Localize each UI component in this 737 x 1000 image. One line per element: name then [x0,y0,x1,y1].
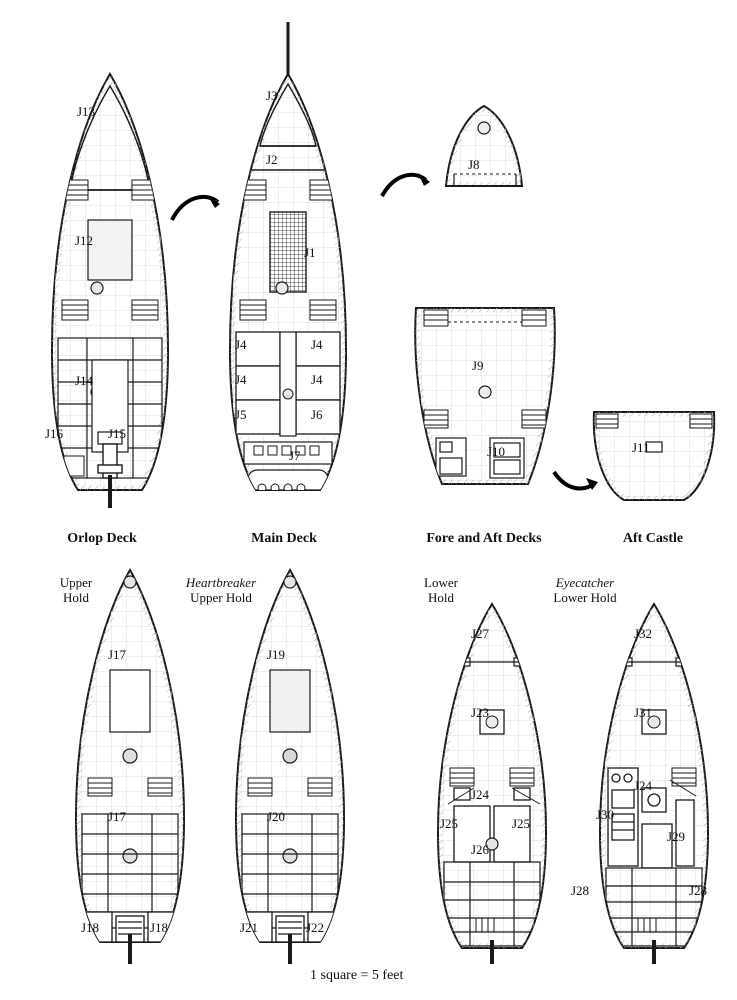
room-label-j4: J4 [235,372,247,387]
side-label-line2: Upper Hold [190,590,252,605]
room-label-j25: J25 [512,816,531,831]
side-label-heartbreaker [186,575,256,605]
side-label-lower-hold [424,575,458,605]
room-label-j7: J7 [289,448,301,463]
cap-main: Main Deck [251,531,317,546]
room-label-j30: J30 [596,807,615,822]
cap-fore-aft: Fore and Aft Decks [426,531,542,546]
room-label-j4: J4 [235,337,247,352]
scale-note: 1 square = 5 feet [310,968,404,983]
room-label-j15: J15 [108,426,127,441]
room-label-j27: J27 [471,626,490,641]
arrow-orlop-to-main [168,190,224,226]
room-label-j2: J2 [266,152,278,167]
room-label-j12: J12 [75,233,94,248]
side-label-line2: Hold [63,590,89,605]
room-label-j29: J29 [667,829,686,844]
room-label-j28: J28 [689,883,708,898]
room-label-j4: J4 [311,337,323,352]
room-label-j19: J19 [267,647,286,662]
cap-orlop: Orlop Deck [67,531,137,546]
room-label-j21: J21 [240,920,259,935]
ship-upper-hold [66,566,194,966]
cap-aft-castle: Aft Castle [622,531,684,546]
room-label-j1: J1 [304,245,316,260]
room-label-j32: J32 [634,626,653,641]
arrow-aft-to-castle [552,466,602,498]
ship-orlop-deck [40,70,180,510]
room-label-j18: J18 [150,920,169,935]
room-label-j16: J16 [45,426,64,441]
ship-aft-castle-j11 [584,406,724,510]
room-label-j26: J26 [471,842,490,857]
room-label-j18: J18 [81,920,100,935]
room-label-j9: J9 [472,358,484,373]
leader-lines-j24-lower [440,780,550,810]
room-label-j24: J24 [634,778,653,793]
room-label-j23: J23 [471,705,490,720]
room-label-j22: J22 [306,920,325,935]
side-label-line2: Hold [428,590,454,605]
side-label-eyecatcher [553,575,616,605]
room-label-j13: J13 [77,104,96,119]
room-label-j17: J17 [108,647,127,662]
room-label-j4: J4 [311,372,323,387]
side-label-line1: Heartbreaker [185,575,257,590]
room-label-j24: J24 [471,787,490,802]
arrow-main-to-fore [378,168,434,204]
room-label-j6: J6 [311,407,323,422]
ship-fore-deck-j8 [430,100,538,200]
side-label-line1: Lower [424,575,458,590]
room-label-j11: J11 [632,440,650,455]
side-label-line1: Upper [59,575,93,590]
room-label-j5: J5 [235,407,247,422]
room-label-j14: J14 [75,373,94,388]
room-label-j20: J20 [267,809,286,824]
room-label-j25: J25 [440,816,459,831]
room-label-j28: J28 [571,883,590,898]
room-label-j3: J3 [266,88,278,103]
side-label-line2: Lower Hold [553,590,617,605]
ship-main-deck [218,22,358,512]
room-label-j10: J10 [487,444,506,459]
leader-lines-j24-eyecatcher [604,772,704,800]
room-label-j17: J17 [108,809,127,824]
room-label-j31: J31 [634,705,653,720]
side-label-line1: Eyecatcher [555,575,615,590]
ship-aft-deck-j9 [406,300,564,505]
ship-heartbreaker-upper-hold [226,566,354,966]
room-label-j8: J8 [468,157,480,172]
side-label-upper-hold [60,575,93,605]
